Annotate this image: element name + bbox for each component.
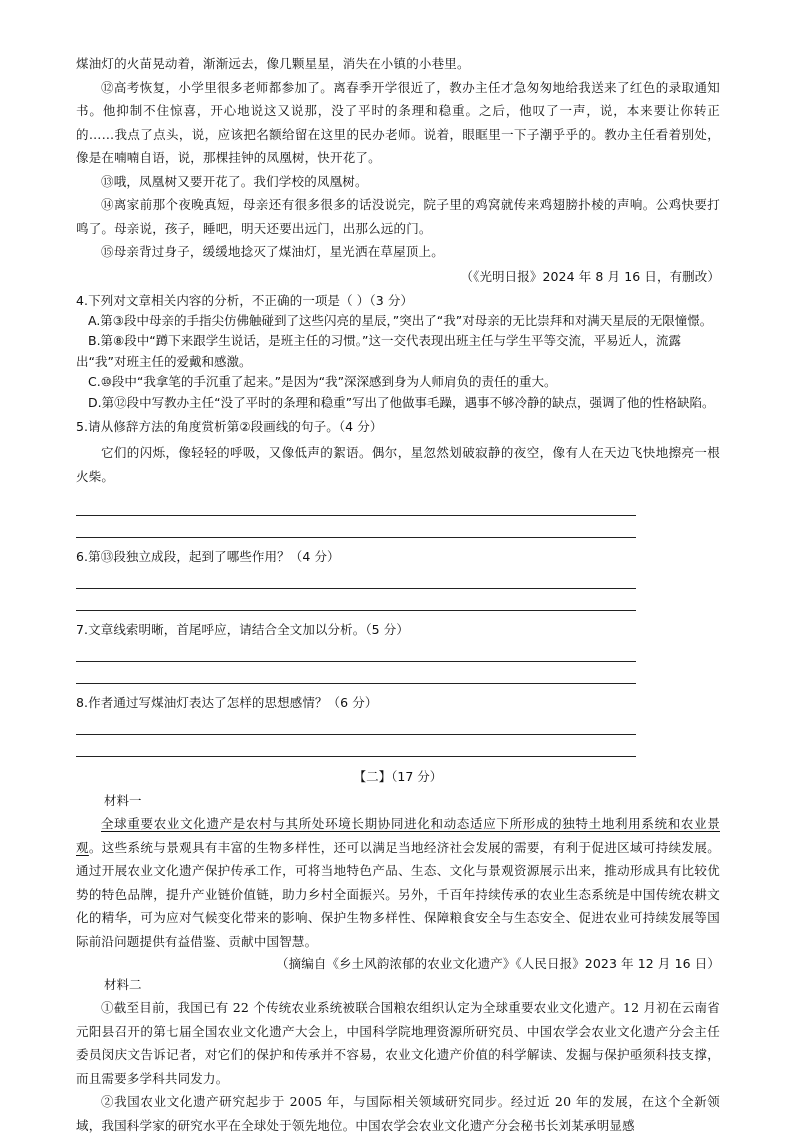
answer-line[interactable] — [76, 662, 636, 684]
answer-line[interactable] — [76, 516, 636, 538]
question-7-stem: 7.文章线索明晰，首尾呼应，请结合全文加以分析。（5 分） — [76, 622, 410, 637]
answer-line[interactable] — [76, 567, 636, 589]
question-4-option-a[interactable]: A.第③段中母亲的手指尖仿佛触碰到了这些闪亮的星辰，”突出了“我”对母亲的无比崇拜和对满天星辰的无限憧憬。 — [88, 312, 713, 328]
passage-paragraph-14: ⑭离家前那个夜晚真短，母亲还有很多很多的话没说完，院子里的鸡窝就传来鸡翅膀扑棱的声响。公鸡快要打鸣了。母亲说，孩子，睡吧，明天还要出远门，出那么远的门。 — [76, 197, 720, 236]
question-5-quote: 它们的闪烁，像轻轻的呼吸，又像低声的絮语。偶尔，星忽然划破寂静的夜空，像有人在天边飞快地擦亮一根火柴。 — [76, 445, 720, 484]
question-7 — [76, 619, 720, 684]
question-6 — [76, 546, 720, 611]
material-1-source: （摘编自《乡土风韵浓郁的农业文化遗产》《人民日报》2023 年 12 月 16 日） — [276, 956, 720, 971]
material-1-body — [76, 812, 720, 953]
question-8 — [76, 692, 720, 757]
passage-paragraph-13: ⑬哦，凤凰树又要开花了。我们学校的凤凰树。 — [101, 173, 368, 189]
passage-source: （《光明日报》2024 年 8 月 16 日，有删改） — [460, 268, 720, 284]
answer-line[interactable] — [76, 589, 636, 611]
answer-line[interactable] — [76, 494, 636, 516]
answer-line[interactable] — [76, 735, 636, 757]
material-2-paragraph-1: ①截至目前，我国已有 22 个传统农业系统被联合国粮农组织认定为全球重要农业文化遗产。12 月初在云南省元阳县召开的第七届全国农业文化遗产大会上，中国科学院地理资源所研究员、中国农学会农业文化遗产分会主任委员闵庆文告诉记者，对它们的保护和传承并不容易，农业文化遗产价值的科学解读、发掘与保护亟须科技支撑，而且需要多学科共同发力。 — [76, 1000, 720, 1086]
question-5 — [76, 416, 720, 538]
passage-paragraph-continued: 煤油灯的火苗晃动着，渐渐远去，像几颗星星，消失在小镇的小巷里。 — [76, 56, 470, 71]
question-4-option-c[interactable]: C.⑩段中“我拿笔的手沉重了起来。”是因为“我”深深感到身为人师肩负的责任的重大。 — [88, 374, 557, 389]
answer-line[interactable] — [76, 640, 636, 662]
material-1-underlined-sentence: 全球重要农业文化遗产是农村与其所处环境长期协同进化和动态适应下所形成的独特土地利用系统和农业景观 — [76, 816, 720, 855]
passage-paragraph-15: ⑮母亲背过身子，缓缓地捻灭了煤油灯，星光洒在草屋顶上。 — [101, 244, 444, 259]
question-4-option-d[interactable]: D.第⑫段中写教办主任“没了平时的条理和稳重”写出了他做事毛躁，遇事不够冷静的缺点，强调了他的性格缺陷。 — [88, 394, 715, 410]
passage-paragraph-12: ⑫高考恢复，小学里很多老师都参加了。离春季开学很近了，教办主任才急匆匆地给我送来了红色的录取通知书。他抑制不住惊喜，开心地说这又说那，没了平时的条理和稳重。之后，他叹了一声，说，本来要让你转正的……我点了点头，说，应该把名额给留在这里的民办老师。说着，眼眶里一下子潮乎乎的。教办主任看着别处，像是在喃喃自语，说，那棵挂钟的凤凰树，快开花了。 — [76, 79, 720, 165]
question-4-stem: 4.下列对文章相关内容的分析，不正确的一项是（ ）（3 分） — [76, 292, 414, 308]
answer-line[interactable] — [76, 713, 636, 735]
question-5-stem: 5.请从修辞方法的角度赏析第②段画线的句子。（4 分） — [76, 419, 383, 434]
question-6-stem: 6.第⑬段独立成段，起到了哪些作用？（4 分） — [76, 549, 340, 564]
section-2-heading: 【二】（17 分） — [353, 769, 443, 784]
exam-page — [76, 52, 720, 1137]
question-4 — [76, 290, 720, 414]
material-1-text: 。这些系统与景观具有丰富的生物多样性，还可以满足当地经济社会发展的需要，有利于促进区域可持续发展。通过开展农业文化遗产保护传承工作，可将当地特色产品、生态、文化与景观资源展示出来，推动形成具有比较优势的特色品牌，提升产业链价值链，助力乡村全面振兴。另外，千百年持续传承的农业生态系统是中国传统农耕文化的精华，可为应对气候变化带来的影响、保护生物多样性、保障粮食安全与生态安全、促进农业可持续发展等国际前沿问题提供有益借鉴、贡献中国智慧。 — [76, 839, 720, 949]
question-4-option-b[interactable]: B.第⑧段中“蹲下来跟学生说话，是班主任的习惯。”这一交代表现出班主任与学生平等交流，平易近人，流露出“我”对班主任的爱戴和感激。 — [76, 333, 681, 369]
material-2-paragraph-2: ②我国农业文化遗产研究起步于 2005 年，与国际相关领域研究同步。经过近 20 年的发展，在这个全新领域，我国科学家的研究水平在全球处于领先地位。中国农学会农业文化遗产分会秘书长刘某承明显感 — [76, 1094, 720, 1133]
question-8-stem: 8.作者通过写煤油灯表达了怎样的思想感情？（6 分） — [76, 695, 378, 710]
material-1-label: 材料一 — [104, 793, 142, 808]
material-2-label: 材料二 — [104, 977, 142, 992]
